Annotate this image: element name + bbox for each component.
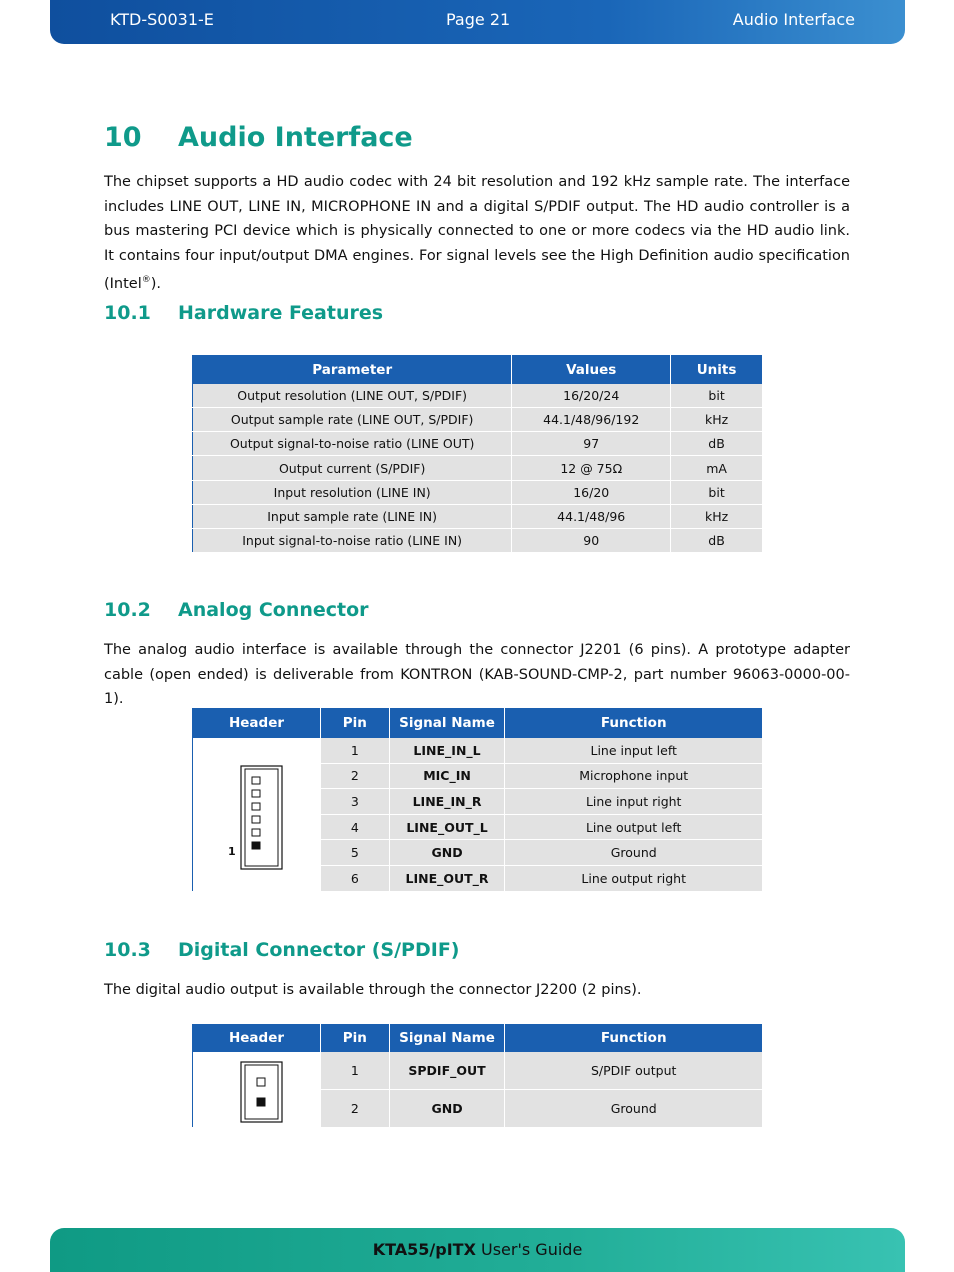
two-pin-connector-icon [193,1052,320,1124]
digital-paragraph: The digital audio output is available through the connector J2200 (2 pins). [104,982,642,998]
col-header-pin: Pin [321,1025,390,1052]
unit-cell: kHz [671,505,763,529]
doc-id: KTD-S0031-E [110,10,214,29]
value-cell: 12 @ 75Ω [512,456,671,481]
guide-label: User's Guide [475,1240,583,1259]
value-cell: 97 [512,432,671,456]
page-header-bar [50,0,905,44]
signal-cell: LINE_OUT_L [389,814,505,840]
footer-title [50,1240,905,1259]
col-header-values: Values [512,356,671,384]
signal-cell: SPDIF_OUT [389,1052,505,1090]
table-row [193,738,763,764]
table-row [193,1052,763,1090]
registered-mark: ® [141,275,151,285]
section-heading-hardware [104,302,383,324]
function-cell: Line output right [505,865,763,891]
table-header-row [193,1025,763,1052]
col-header-function: Function [505,1025,763,1052]
digital-connector-table [192,1024,763,1128]
section-number: 10.1 [104,302,151,324]
value-cell: 90 [512,529,671,553]
function-cell: Microphone input [505,763,763,789]
section-title: Digital Connector (S/PDIF) [178,939,460,961]
page-number: Page 21 [446,10,511,29]
col-header-header: Header [193,709,321,738]
param-cell: Output sample rate (LINE OUT, S/PDIF) [193,408,512,432]
pin-cell: 3 [321,789,390,815]
col-header-units: Units [671,356,763,384]
connector-diagram-cell [193,1052,321,1128]
intro-paragraph [104,170,850,296]
table-row [193,505,763,529]
signal-cell: LINE_IN_L [389,738,505,764]
param-cell: Input resolution (LINE IN) [193,481,512,505]
param-cell: Input signal-to-noise ratio (LINE IN) [193,529,512,553]
value-cell: 16/20/24 [512,384,671,408]
unit-cell: kHz [671,408,763,432]
param-cell: Input sample rate (LINE IN) [193,505,512,529]
pin-cell: 1 [321,1052,390,1090]
col-header-header: Header [193,1025,321,1052]
unit-cell: dB [671,529,763,553]
function-cell: Ground [505,840,763,866]
analog-connector-table [192,708,763,892]
function-cell: Ground [505,1089,763,1127]
hardware-features-table [192,355,763,553]
function-cell: Line output left [505,814,763,840]
unit-cell: dB [671,432,763,456]
col-header-signal: Signal Name [389,1025,505,1052]
analog-paragraph: The analog audio interface is available through the connector J2201 (6 pins). A prototype adapter cable (open ended) is deliverable from KONTRON (KAB-SOUND-CMP-2, part number 96063-0000-00-1). [104,642,850,707]
unit-cell: mA [671,456,763,481]
table-row [193,384,763,408]
pin-cell: 2 [321,763,390,789]
pin-one-label: 1 [228,844,236,858]
value-cell: 44.1/48/96/192 [512,408,671,432]
value-cell: 16/20 [512,481,671,505]
section-number: 10.2 [104,599,151,621]
table-header-row [193,356,763,384]
intro-text-end: ). [150,275,162,292]
section-heading-digital [104,939,459,961]
col-header-pin: Pin [321,709,390,738]
pin-cell: 5 [321,840,390,866]
table-row [193,481,763,505]
six-pin-connector-icon [193,738,320,888]
table-row [193,529,763,553]
signal-cell: GND [389,840,505,866]
pin-cell: 2 [321,1089,390,1127]
unit-cell: bit [671,481,763,505]
value-cell: 44.1/48/96 [512,505,671,529]
page-footer-bar [50,1228,905,1272]
pin-cell: 6 [321,865,390,891]
section-name: Audio Interface [732,10,855,29]
table-row [193,408,763,432]
signal-cell: LINE_OUT_R [389,865,505,891]
param-cell: Output signal-to-noise ratio (LINE OUT) [193,432,512,456]
col-header-function: Function [505,709,763,738]
signal-cell: LINE_IN_R [389,789,505,815]
pin-cell: 1 [321,738,390,764]
table-header-row [193,709,763,738]
section-title: Hardware Features [178,302,384,324]
table-row [193,432,763,456]
section-title: Analog Connector [178,599,369,621]
section-heading-analog [104,599,369,621]
param-cell: Output resolution (LINE OUT, S/PDIF) [193,384,512,408]
signal-cell: GND [389,1089,505,1127]
col-header-signal: Signal Name [389,709,505,738]
unit-cell: bit [671,384,763,408]
function-cell: Line input right [505,789,763,815]
table-row [193,456,763,481]
param-cell: Output current (S/PDIF) [193,456,512,481]
function-cell: Line input left [505,738,763,764]
col-header-parameter: Parameter [193,356,512,384]
chapter-heading [104,122,413,153]
intro-text: The chipset supports a HD audio codec with 24 bit resolution and 192 kHz sample rate. The interface includes LINE OUT, LINE IN, MICROPHONE IN and a digital S/PDIF output. The HD audio controller is a bus mastering PCI device which is physically connected to one or more codecs via the HD audio link. It contains four input/output DMA engines. For signal levels see the High Definition audio specification (Intel [104,174,850,292]
connector-diagram-cell [193,738,321,892]
pin-cell: 4 [321,814,390,840]
function-cell: S/PDIF output [505,1052,763,1090]
section-number: 10.3 [104,939,151,961]
product-name: KTA55/pITX [372,1240,476,1259]
signal-cell: MIC_IN [389,763,505,789]
chapter-number: 10 [104,122,142,153]
chapter-title: Audio Interface [178,122,413,153]
